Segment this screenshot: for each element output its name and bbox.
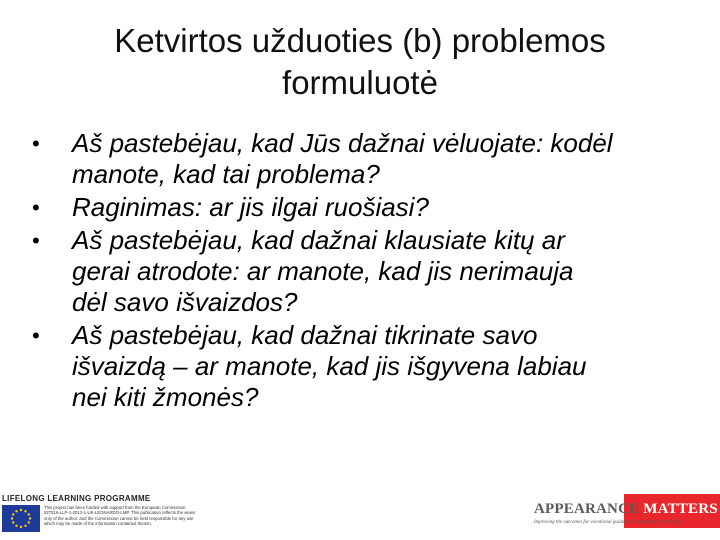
bullet-item [28, 225, 698, 318]
eu-flag-icon [2, 505, 40, 532]
bullet-marker: • [32, 228, 40, 253]
bullet-item [28, 128, 698, 190]
bullet-text-line: gerai atrodote: ar manote, kad jis nerimauja [72, 256, 574, 286]
bullet-marker: • [32, 323, 40, 348]
brand-name-part: MATTERS [643, 501, 718, 517]
title-line: Ketvirtos užduoties (b) problemos [114, 22, 606, 59]
bullet-item [28, 320, 698, 413]
brand-name [534, 501, 718, 518]
bullet-item [28, 192, 698, 223]
bullet-text-line: Aš pastebėjau, kad dažnai klausiate kitų ar [72, 225, 565, 255]
bullet-text-line: Raginimas: ar jis ilgai ruošiasi? [72, 192, 429, 222]
brand-tagline: Improving the outcomes for vocational guidance counselling and training [534, 520, 682, 525]
bullet-marker: • [32, 195, 40, 220]
bullet-list [28, 128, 698, 415]
lifelong-learning-logo [0, 494, 200, 540]
funding-disclaimer: This project has been funded with support from the European Commission. 527516-LLP-1-2012-1-UK-LEONARDO-LMP. This publication reflects the views only of the author, and the Commission cannot be held responsible for any use which may be made of the information contained therein. [44, 505, 196, 526]
bullet-marker: • [32, 131, 40, 156]
bullet-text-line: Aš pastebėjau, kad Jūs dažnai vėluojate: kodėl [72, 128, 613, 158]
brand-name-part: APPEARANCE [534, 501, 640, 517]
title-line: formuluotė [282, 64, 438, 101]
bullet-text-line: išvaizdą – ar manote, kad jis išgyvena labiau [72, 351, 587, 381]
bullet-text-line: nei kiti žmonės? [72, 382, 259, 412]
bullet-text-line: manote, kad tai problema? [72, 159, 380, 189]
slide-title [40, 20, 680, 104]
bullet-text-line: dėl savo išvaizdos? [72, 287, 298, 317]
appearance-matters-logo [532, 494, 720, 540]
bullet-text-line: Aš pastebėjau, kad dažnai tikrinate savo [72, 320, 538, 350]
programme-title: LIFELONG LEARNING PROGRAMME [2, 494, 151, 503]
